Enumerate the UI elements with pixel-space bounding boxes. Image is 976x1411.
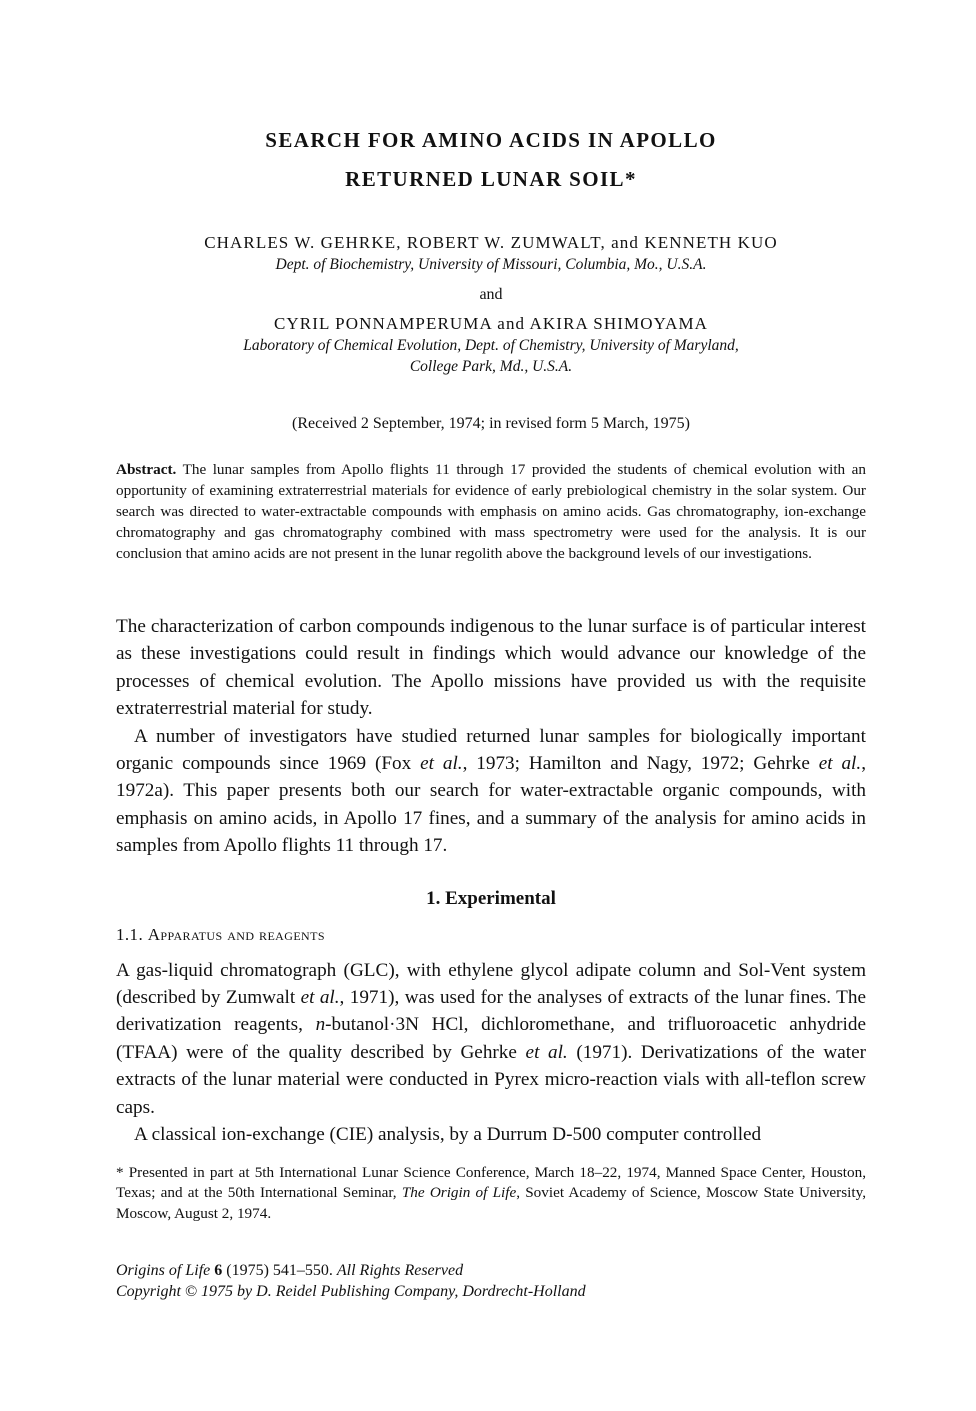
journal-pages: (1975) 541–550. [222,1262,337,1279]
affiliation-2-line-2: College Park, Md., U.S.A. [409,358,573,375]
subsection-number: 1.1. [116,924,148,944]
journal-volume: 6 [214,1262,223,1279]
abstract [116,459,866,564]
p2-citation-etal-2: et al. [818,753,862,775]
author-list-1: CHARLES W. GEHRKE, ROBERT W. ZUMWALT, and KENNETH KUO [204,233,778,252]
affiliation-2 [116,335,866,377]
paper-page [116,0,866,1302]
paragraph-cie: A classical ion-exchange (CIE) analysis, by a Durrum D-500 computer controlled [134,1124,762,1146]
subsection-title: Apparatus and reagents [147,924,325,944]
journal-rights: All Rights Reserved [336,1262,464,1279]
p3-text-g: (1971). Derivatizations of the water extracts of the lunar material were conducted in Pyrex micro-reaction vials with all-teflon screw caps. [116,1041,867,1118]
p3-n-prefix: n [315,1014,326,1036]
journal-line-1 [116,1260,866,1281]
p3-text-e: -butanol·3N HCl, dichloromethane, and trifluoroacetic anhydride (TFAA) were of the quality described by Gehrke [116,1014,866,1063]
p3-text-a: A gas-liquid chromatograph (GLC), with ethylene glycol adipate column and Sol-Vent system (described by Zumwalt [116,959,866,1009]
affiliation-1: Dept. of Biochemistry, University of Missouri, Columbia, Mo., U.S.A. [275,256,707,273]
and-separator: and [479,286,503,303]
p2-text-c: , 1973; Hamilton and Nagy, 1972; Gehrke [462,753,819,775]
footnote [116,1163,866,1225]
p3-citation-etal-1: et al. [300,987,340,1009]
affiliation-2-line-1: Laboratory of Chemical Evolution, Dept. of Chemistry, University of Maryland, [243,337,739,354]
paragraph-previous-work [116,723,866,860]
p2-text-a: A number of investigators have studied returned lunar samples for biologically important organic compounds since 1969 (Fox [116,725,866,775]
footnote-text-a: * Presented in part at 5th International Lunar Science Conference, March 18–22, 1974, Manned Space Center, Houston, Texas; and at the 50th International Seminar, [116,1163,866,1201]
title-line-1: SEARCH FOR AMINO ACIDS IN APOLLO [265,128,717,152]
received-dates: (Received 2 September, 1974; in revised form 5 March, 1975) [292,415,690,432]
p2-citation-etal-1: et al. [420,753,463,775]
footnote-text-c: , Soviet Academy of Science, Moscow State University, Moscow, August 2, 1974. [116,1184,866,1222]
paragraph-apparatus [116,957,866,1121]
paragraph-intro: The characterization of carbon compounds indigenous to the lunar surface is of particular interest as these investigations could result in findings which would advance our knowledge of the processes of chemical evolution. The Apollo missions have provided us with the requisite extraterrestrial material for study. [116,616,866,720]
p3-text-c: , 1971), was used for the analyses of extracts of the lunar fines. The derivatization reagents, [116,987,866,1036]
journal-citation [116,1260,866,1302]
journal-name: Origins of Life [116,1262,215,1279]
abstract-text: The lunar samples from Apollo flights 11 through 17 provided the students of chemical evolution with an opportunity of examining extraterrestrial materials for evidence of early prebiological chemistry in the solar system. Our search was directed to water-extractable compounds with emphasis on amino acids. Gas chromatography, ion-exchange chromatography and gas chromatography combined with mass spectrometry were used for the analysis. It is our conclusion that amino acids are not present in the lunar regolith above the background levels of our investigations. [116,461,866,562]
subsection-heading [116,925,866,945]
paper-title [116,121,866,199]
journal-copyright: Copyright © 1975 by D. Reidel Publishing Company, Dordrecht-Holland [116,1283,586,1300]
author-list-2: CYRIL PONNAMPERUMA and AKIRA SHIMOYAMA [273,314,709,333]
title-line-2: RETURNED LUNAR SOIL* [345,167,637,191]
footnote-seminar-title: The Origin of Life [401,1184,517,1201]
p2-text-e: , 1972a). This paper presents both our search for water-extractable organic compounds, with emphasis on amino acids, in Apollo 17 fines, and a summary of the analysis for amino acids in samples from Apollo flights 11 through 17. [116,753,866,857]
section-heading: 1. Experimental [426,887,556,909]
p3-citation-etal-2: et al. [525,1041,568,1063]
abstract-label: Abstract. [116,461,177,478]
